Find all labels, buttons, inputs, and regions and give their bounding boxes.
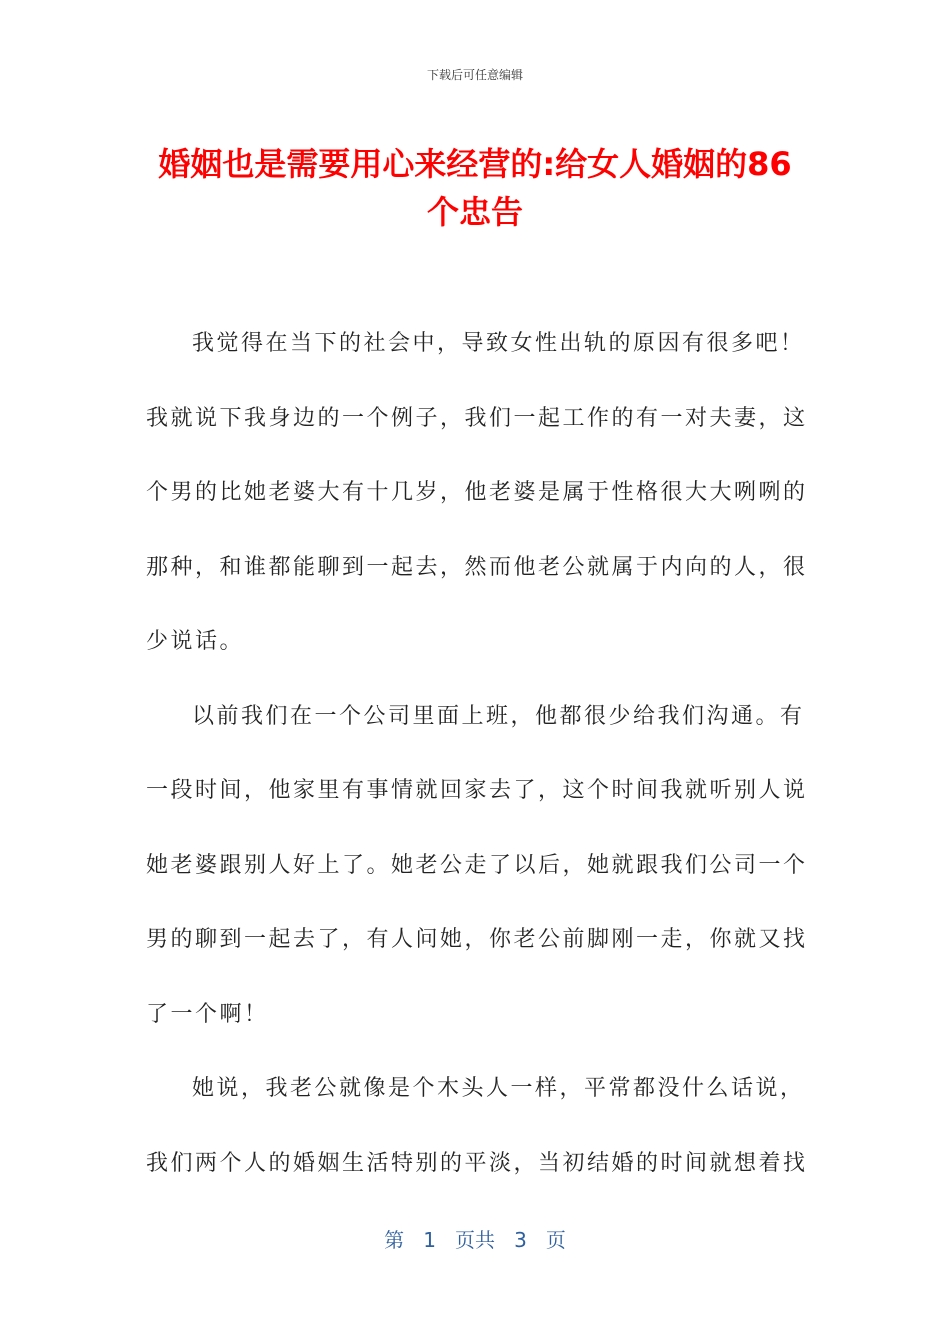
document-body	[146, 324, 806, 1218]
text-line: 我就说下我身边的一个例子，我们一起工作的有一对夫妻，这	[146, 405, 808, 431]
text-line: 一段时间，他家里有事情就回家去了，这个时间我就听别人说	[146, 778, 808, 803]
text-line: 我们两个人的婚姻生活特别的平淡，当初结婚的时间就想着找	[146, 1150, 808, 1176]
text-line: 那种，和谁都能聊到一起去，然而他老公就属于内向的人，很	[146, 554, 808, 580]
text-line: 以前我们在一个公司里面上班，他都很少给我们沟通。有	[192, 703, 805, 729]
text-line: 我觉得在当下的社会中，导致女性出轨的原因有很多吧！	[192, 331, 805, 356]
text-line: 她说，我老公就像是个木头人一样，平常都没什么话说，	[192, 1076, 805, 1101]
document-title	[140, 140, 810, 236]
text-line: 她老婆跟别人好上了。她老公走了以后，她就跟我们公司一个	[146, 852, 808, 878]
page-footer	[0, 1224, 950, 1253]
text-line: 少说话。	[146, 629, 245, 654]
footer-current-page: 1	[423, 1228, 436, 1252]
text-line: 男的聊到一起去了，有人问她，你老公前脚刚一走，你就又找	[146, 927, 808, 952]
title-line-2: 个忠告	[426, 193, 523, 231]
text-line: 个男的比她老婆大有十几岁，他老婆是属于性格很大大咧咧的	[146, 480, 808, 505]
header-note: 下载后可任意编辑	[426, 68, 523, 82]
footer-suffix: 页	[545, 1228, 566, 1252]
text-line: 了一个啊！	[146, 1001, 269, 1027]
footer-middle: 页共	[455, 1228, 495, 1252]
footer-prefix: 第	[384, 1228, 405, 1252]
footer-total-pages: 3	[514, 1228, 527, 1252]
title-line-1: 婚姻也是需要用心来经营的:给女人婚姻的86	[158, 145, 792, 183]
